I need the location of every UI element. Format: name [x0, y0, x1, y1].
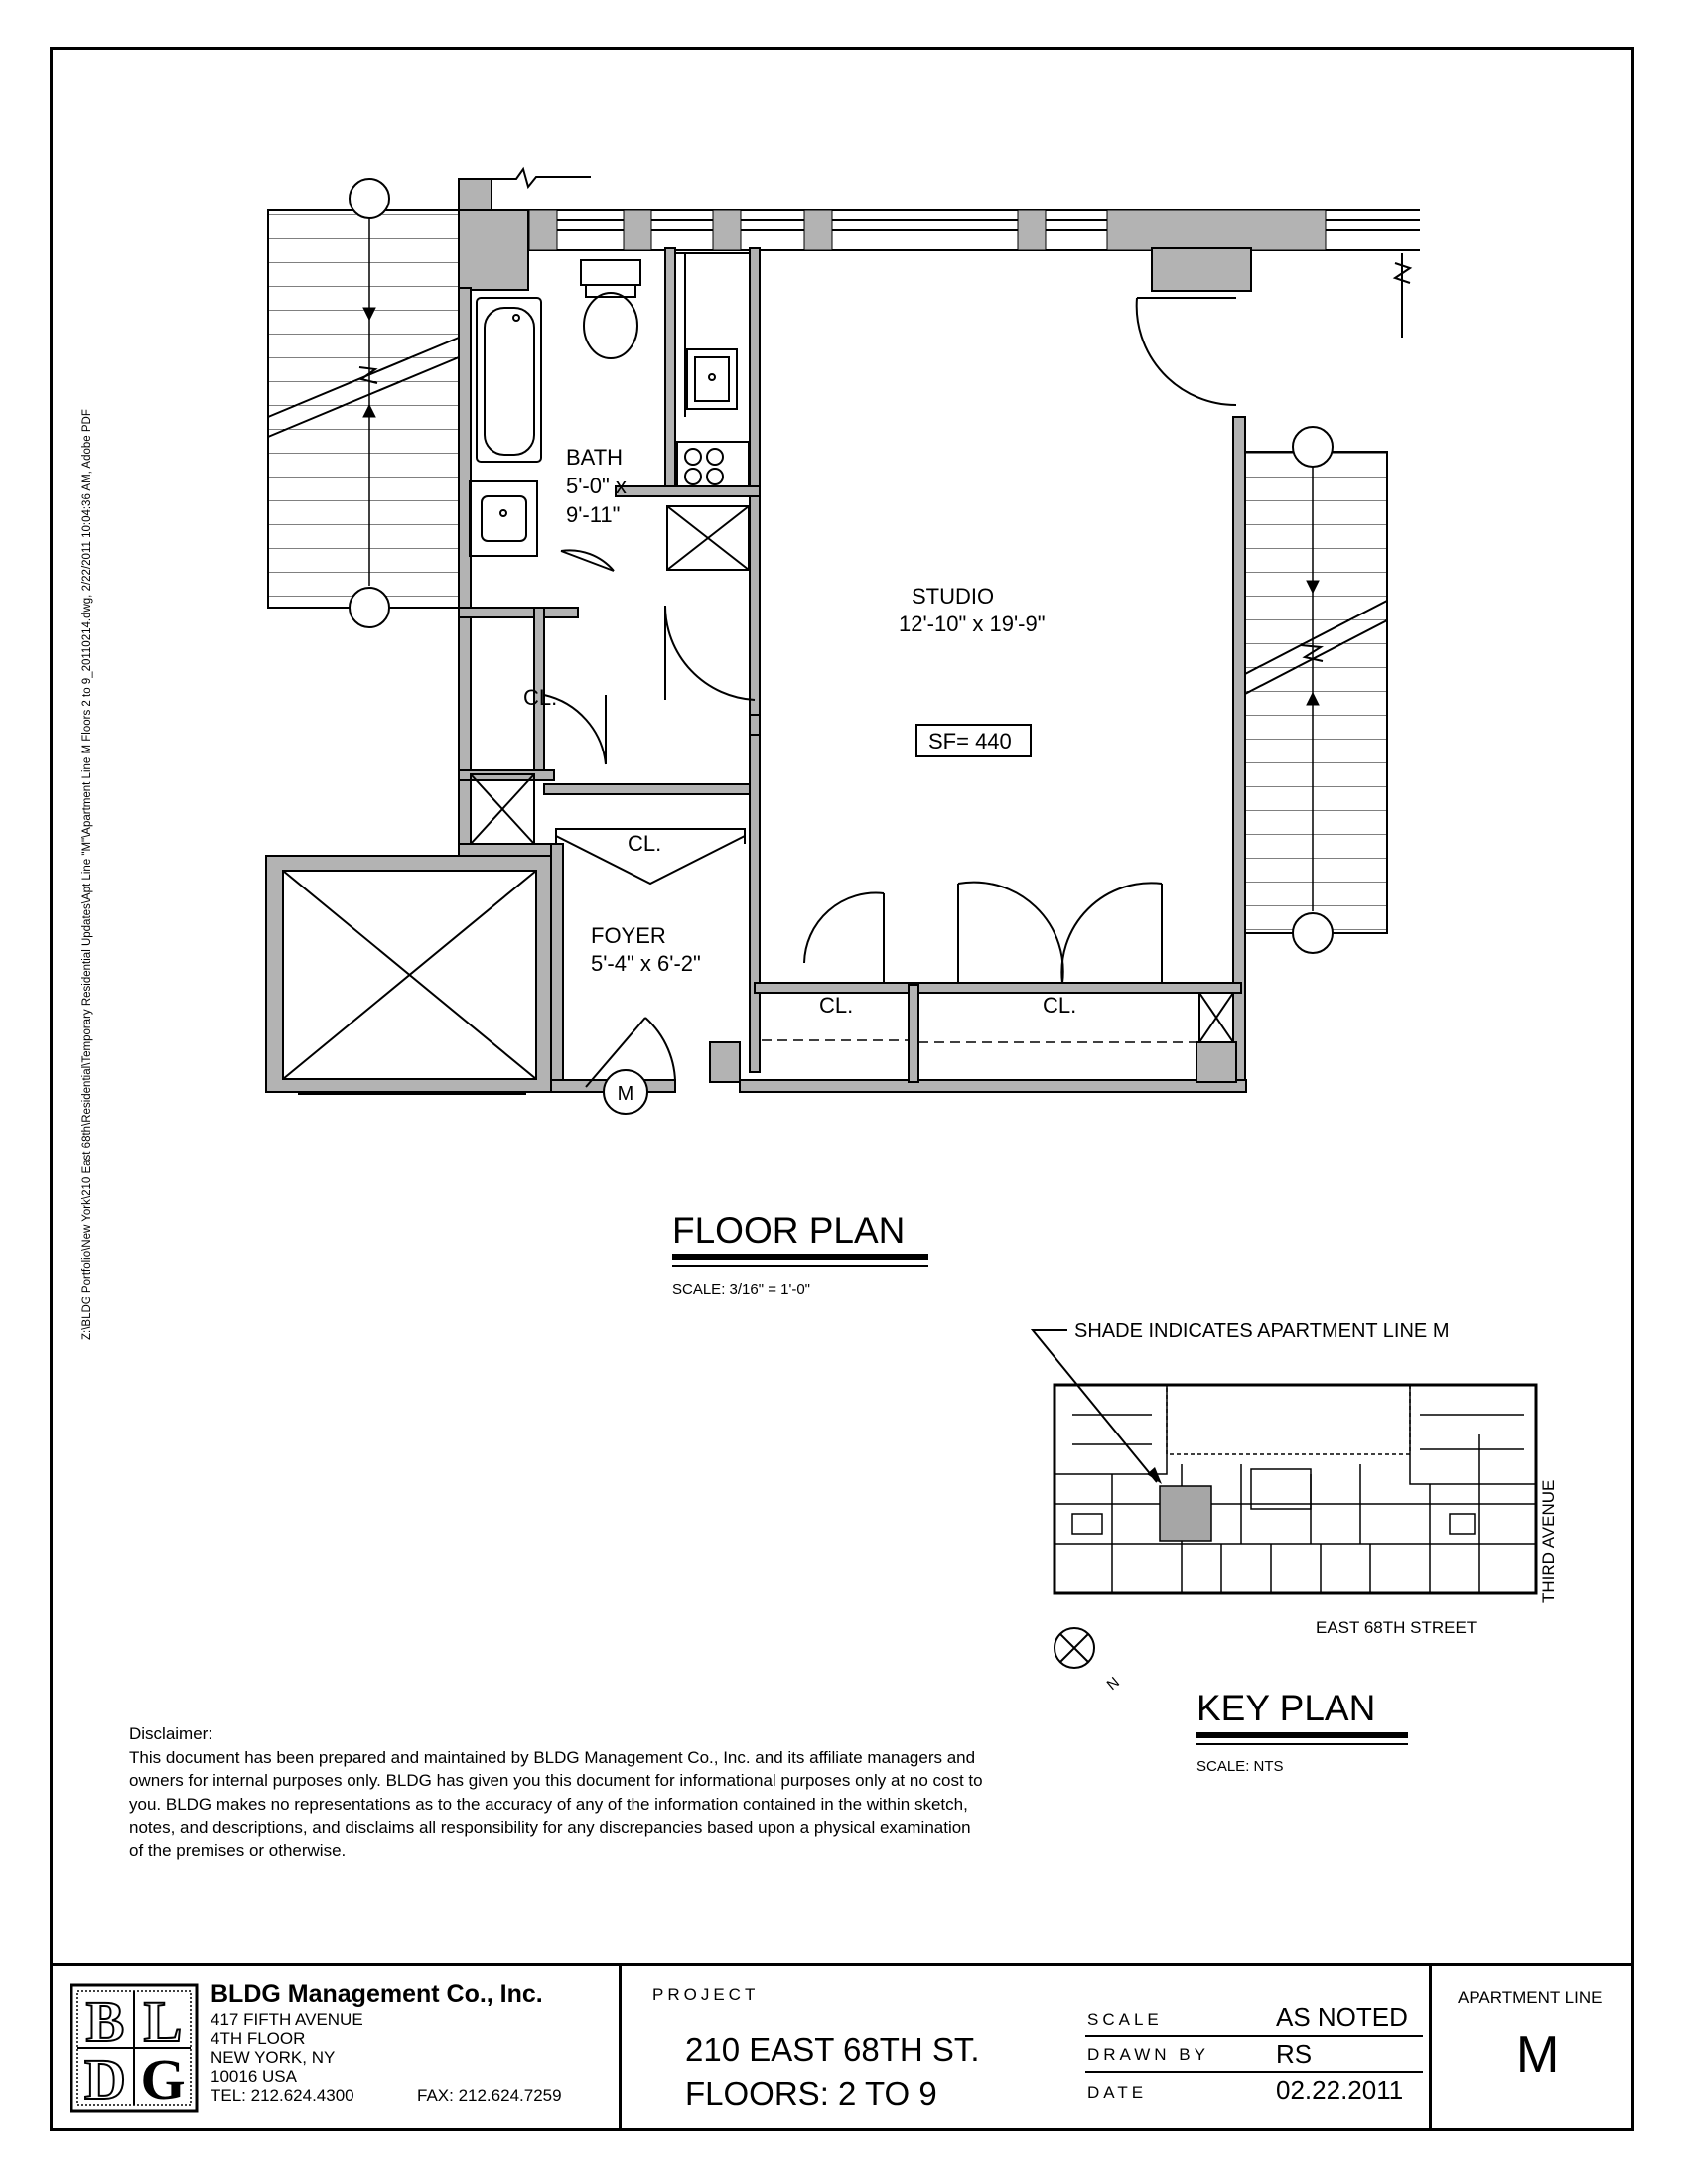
bldg-logo — [70, 1983, 199, 2113]
closet-bottom-2-label: CL. — [1043, 993, 1077, 1018]
floor-plan-title-block — [672, 1210, 928, 1297]
studio-label: STUDIO — [912, 584, 995, 609]
company-name: BLDG Management Co., Inc. — [211, 1980, 543, 2008]
title-block-divider-2 — [1429, 1966, 1432, 2131]
left-stair — [268, 179, 459, 627]
key-plan — [1013, 1315, 1569, 1792]
disclaimer-body: This document has been prepared and maintained by BLDG Management Co., Inc. and its affiliate managers and owners for internal purposes only. BLDG has given you this document for informational purposes only at no cost to you. BLDG makes no representations as to the accuracy of any of the information contained in the within sketch, notes, and descriptions, and disclaims all responsibility for any discrepancies based upon a physical examination of the premises or otherwise. — [129, 1747, 983, 1860]
foyer-dimension: 5'-4" x 6'-2" — [591, 951, 701, 976]
file-path-label: Z:\BLDG Portfolio\New York\210 East 68th\Residential\Temporary Residential Updates\Apt Line "M"\Apartment Line M Floors 2 to 9_20110214.dwg, 2/22/2011 10:04:36 AM, Adobe PDF — [81, 409, 93, 1340]
logo-letter-b: B — [85, 1989, 125, 2054]
company-fax: FAX: 212.624.7259 — [417, 2086, 562, 2105]
floor-plan-title: FLOOR PLAN — [672, 1210, 906, 1251]
key-plan-leader — [1033, 1330, 1157, 1482]
floor-plan-scale: SCALE: 3/16" = 1'-0" — [672, 1281, 811, 1297]
closet-foyer-label: CL. — [628, 831, 662, 856]
closet-left-label: CL. — [523, 685, 558, 710]
disclaimer-heading: Disclaimer: — [129, 1724, 213, 1743]
company-address-3: NEW YORK, NY — [211, 2048, 336, 2067]
mechanical-shafts — [471, 506, 1233, 1042]
key-plan-scale: SCALE: NTS — [1196, 1758, 1284, 1775]
studio-area: SF= 440 — [928, 729, 1012, 753]
project-label: PROJECT — [652, 1985, 760, 2004]
bath-label: BATH — [566, 445, 624, 470]
key-plan-note: SHADE INDICATES APARTMENT LINE M — [1074, 1320, 1450, 1342]
title-block-divider-1 — [619, 1966, 622, 2131]
key-plan-street-side: THIRD AVENUE — [1539, 1479, 1558, 1603]
title-row-line-1 — [1085, 2035, 1423, 2037]
company-address-1: 417 FIFTH AVENUE — [211, 2010, 363, 2029]
logo-letter-l: L — [143, 1989, 183, 2054]
company-address-2: 4TH FLOOR — [211, 2029, 306, 2048]
bath-dimension-1: 5'-0" x — [566, 474, 627, 498]
company-tel: TEL: 212.624.4300 — [211, 2086, 354, 2105]
floor-plan-underline-thick — [672, 1254, 928, 1260]
apartment-line-shade — [1160, 1486, 1211, 1541]
key-plan-underline-thick — [1196, 1732, 1408, 1738]
project-line-1: 210 EAST 68TH ST. — [685, 2031, 980, 2068]
closet-bottom-1-label: CL. — [819, 993, 854, 1018]
foyer-label: FOYER — [591, 923, 666, 948]
project-line-2: FLOORS: 2 TO 9 — [685, 2075, 937, 2112]
disclaimer — [129, 1722, 983, 1862]
drawn-by-value: RS — [1276, 2039, 1313, 2069]
window-wall — [526, 210, 1420, 338]
key-plan-title: KEY PLAN — [1196, 1688, 1376, 1728]
date-value: 02.22.2011 — [1276, 2075, 1404, 2105]
break-line — [492, 169, 591, 187]
drawn-by-label: DRAWN BY — [1087, 2045, 1209, 2064]
entry-marker — [604, 1070, 647, 1114]
key-plan-street-bottom: EAST 68TH STREET — [1316, 1618, 1477, 1637]
north-arrow — [1055, 1628, 1123, 1694]
logo-letter-d: D — [84, 2047, 126, 2112]
scale-label: SCALE — [1087, 2010, 1163, 2029]
scale-value: AS NOTED — [1276, 2002, 1408, 2032]
kitchen-fixtures — [675, 253, 750, 486]
apartment-walls — [459, 248, 1246, 1092]
floor-plan-underline-thin — [672, 1265, 928, 1267]
title-row-line-2 — [1085, 2071, 1423, 2073]
apartment-line-label: APARTMENT LINE — [1458, 1988, 1603, 2007]
entry-marker-label: M — [617, 1083, 634, 1105]
north-arrow-label: N — [1103, 1674, 1123, 1695]
date-label: DATE — [1087, 2083, 1148, 2102]
studio-dimension: 12'-10" x 19'-9" — [899, 612, 1046, 636]
company-address-4: 10016 USA — [211, 2067, 297, 2086]
right-stair — [1243, 427, 1387, 953]
elevator-shaft — [266, 856, 551, 1094]
logo-letter-g: G — [140, 2047, 186, 2112]
key-plan-underline-thin — [1196, 1743, 1408, 1745]
apartment-line-value: M — [1516, 2026, 1560, 2084]
key-plan-building — [1055, 1385, 1536, 1593]
key-plan-leader-arrow — [1147, 1467, 1162, 1484]
bath-dimension-2: 9'-11" — [566, 502, 621, 527]
